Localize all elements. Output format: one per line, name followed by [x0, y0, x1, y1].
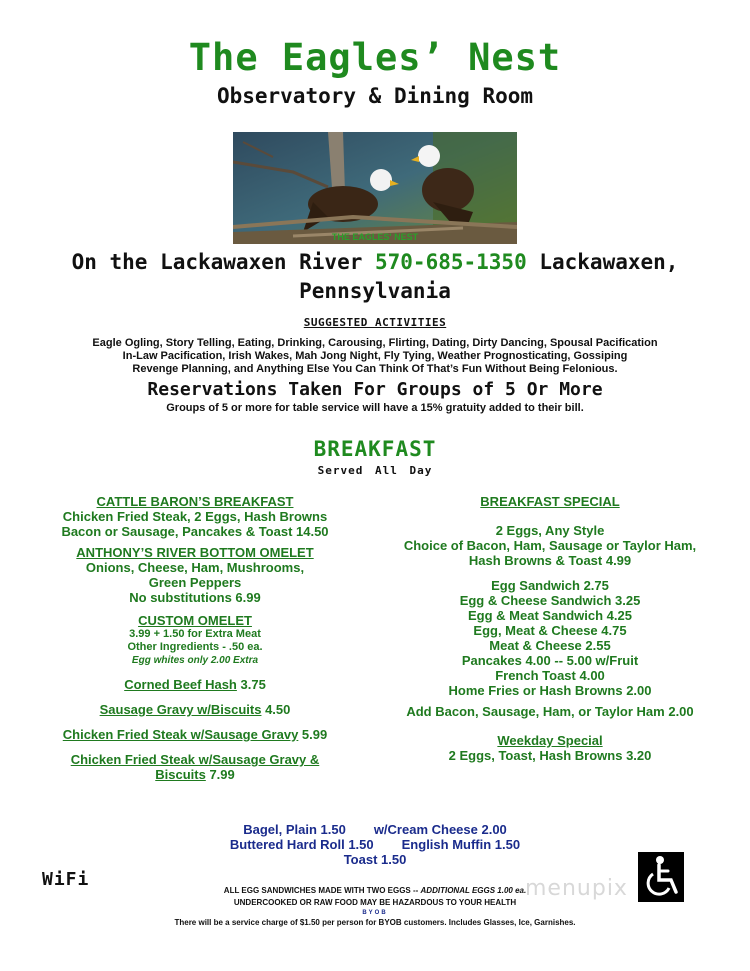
extras-hard-roll: Buttered Hard Roll 1.50 [229, 837, 374, 852]
item-price: 4.50 [261, 702, 291, 717]
menu-item: Egg & Meat Sandwich 4.25 [468, 608, 632, 623]
menu-line: Green Peppers [148, 575, 242, 590]
location-suffix: Lackawaxen, Pennsylvania [299, 250, 679, 303]
byob-label: BYOB [362, 910, 388, 916]
chicken-fried-steak-item [20, 727, 370, 742]
menu-line: Chicken Fried Steak, 2 Eggs, Hash Browns [62, 509, 328, 524]
health-warning: UNDERCOOKED OR RAW FOOD MAY BE HAZARDOUS TO YOUR HEALTH [233, 898, 517, 907]
location-prefix: On the Lackawaxen River [71, 250, 375, 274]
menu-line: 2 Eggs, Any Style [495, 523, 605, 538]
menu-item: Meat & Cheese 2.55 [489, 638, 611, 653]
item-price: 3.75 [236, 677, 266, 692]
menu-item: Add Bacon, Sausage, Ham, or Taylor Ham 2.00 [406, 704, 694, 719]
menu-line: Other Ingredients - .50 ea. [127, 641, 263, 653]
menu-line: No substitutions 6.99 [129, 590, 261, 605]
page-subtitle: Observatory & Dining Room [216, 84, 534, 108]
item-name: Sausage Gravy w/Biscuits [99, 702, 262, 717]
eggs-note: ALL EGG SANDWICHES MADE WITH TWO EGGS -- [223, 886, 421, 895]
breakfast-special-title: BREAKFAST SPECIAL [480, 494, 620, 509]
chicken-fried-steak-biscuits-item [20, 752, 370, 782]
wifi-label: WiFi [42, 869, 90, 890]
menu-line: Egg whites only 2.00 Extra [131, 655, 259, 666]
menu-item: French Toast 4.00 [495, 668, 605, 683]
additional-eggs-note: ADDITIONAL EGGS 1.00 ea. [420, 886, 527, 895]
photo-caption: THE EAGLES' NEST [331, 232, 419, 242]
menu-item: Home Fries or Hash Browns 2.00 [448, 683, 652, 698]
sausage-gravy-item [20, 702, 370, 717]
wheelchair-accessible-icon [638, 852, 684, 902]
menu-item: Egg Sandwich 2.75 [491, 578, 609, 593]
menu-line: 2 Eggs, Toast, Hash Browns 3.20 [448, 748, 652, 763]
item-name: Chicken Fried Steak w/Sausage Gravy [62, 727, 299, 742]
menu-item: Pancakes 4.00 -- 5.00 w/Fruit [461, 653, 639, 668]
menu-line: Choice of Bacon, Ham, Sausage or Taylor Ham, [403, 538, 697, 553]
phone-number[interactable]: 570-685-1350 [375, 250, 527, 274]
reservations-note: Groups of 5 or more for table service will have a 15% gratuity added to their bill. [166, 402, 584, 414]
custom-omelet-title: CUSTOM OMELET [138, 613, 252, 628]
menu-item: Egg & Cheese Sandwich 3.25 [459, 593, 641, 608]
extras-toast: Toast 1.50 [343, 852, 407, 867]
cattle-baron-title: CATTLE BARON’S BREAKFAST [96, 494, 294, 509]
menu-line: 3.99 + 1.50 for Extra Meat [129, 628, 261, 640]
activities-line: In-Law Pacification, Irish Wakes, Mah Jong Night, Fly Tying, Weather Prognosticating, Gossiping [122, 350, 628, 362]
service-charge-note: There will be a service charge of $1.50 per person for BYOB customers. Includes Glasses, Ice, Garnishes. [174, 918, 576, 927]
extras-bagel: Bagel, Plain 1.50 [243, 822, 346, 837]
menu-line: Onions, Cheese, Ham, Mushrooms, [85, 560, 305, 575]
location-line [0, 248, 750, 306]
right-menu-column [375, 494, 725, 763]
item-price: 5.99 [298, 727, 328, 742]
weekday-special-title: Weekday Special [497, 733, 603, 748]
activities-heading: SUGGESTED ACTIVITIES [303, 316, 447, 329]
breakfast-subheading: Served All Day [317, 464, 433, 477]
extras-english-muffin: English Muffin 1.50 [401, 837, 521, 852]
item-price: 7.99 [205, 767, 235, 782]
left-menu-column [20, 494, 370, 782]
river-omelet-title: ANTHONY’S RIVER BOTTOM OMELET [76, 545, 314, 560]
watermark: menupix [525, 876, 628, 901]
item-name: Corned Beef Hash [124, 677, 237, 692]
breakfast-heading: BREAKFAST [313, 437, 437, 461]
reservations-heading: Reservations Taken For Groups of 5 Or More [147, 379, 603, 400]
activities-line: Revenge Planning, and Anything Else You Can Think Of That’s Fun Without Being Felonious. [132, 363, 618, 375]
menu-line: Bacon or Sausage, Pancakes & Toast 14.50 [61, 524, 329, 539]
eagles-photo [233, 132, 517, 244]
menu-item: Egg, Meat & Cheese 4.75 [473, 623, 627, 638]
activities-list [0, 337, 750, 376]
item-name: Chicken Fried Steak w/Sausage Gravy & [70, 752, 320, 767]
menu-line: Hash Browns & Toast 4.99 [468, 553, 632, 568]
page-title: The Eagles’ Nest [188, 36, 562, 79]
extras-cream-cheese: w/Cream Cheese 2.00 [373, 822, 507, 837]
activities-line: Eagle Ogling, Story Telling, Eating, Drinking, Carousing, Flirting, Dating, Dirty Dancing, Spousal Pacification [92, 337, 658, 349]
corned-beef-item [20, 677, 370, 692]
item-name: Biscuits [155, 767, 206, 782]
